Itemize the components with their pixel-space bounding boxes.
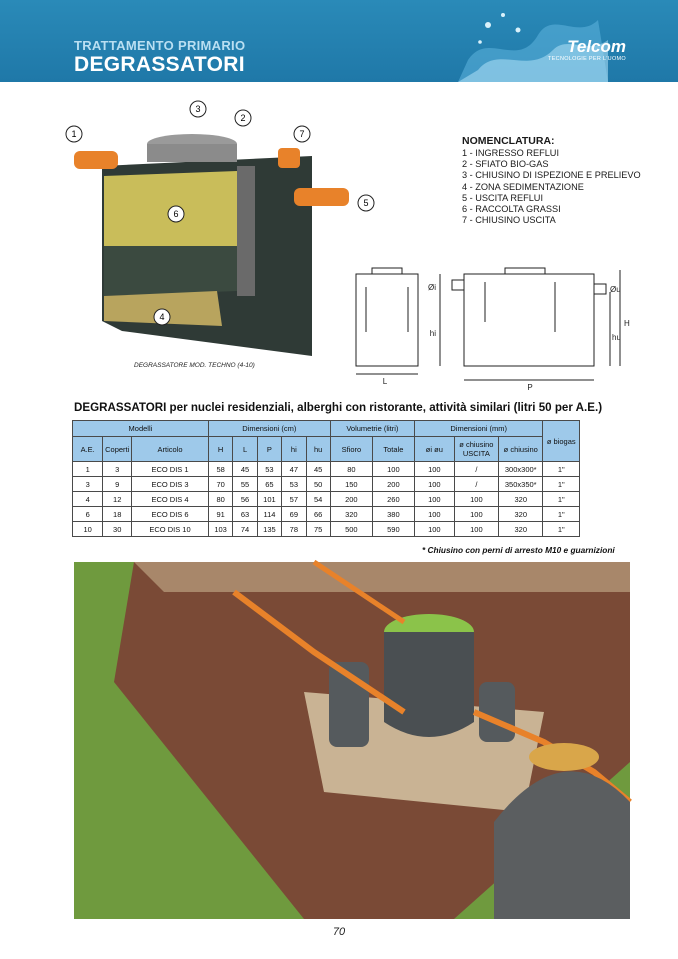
specs-table — [72, 420, 580, 537]
callout-4 — [154, 309, 170, 325]
table-cell: 47 — [282, 462, 306, 477]
column-header: L — [233, 437, 257, 462]
table-cell: 56 — [233, 492, 257, 507]
table-cell: 30 — [103, 522, 132, 537]
table-cell: 74 — [233, 522, 257, 537]
nomenclature-item: 5 - USCITA REFLUI — [462, 192, 543, 203]
page-header — [0, 0, 678, 82]
table-cell: 12 — [103, 492, 132, 507]
table-cell: 101 — [257, 492, 282, 507]
svg-text:3: 3 — [195, 104, 201, 114]
table-cell: 55 — [233, 477, 257, 492]
inlet-pipe — [74, 151, 118, 169]
baffle — [237, 166, 255, 296]
table-row — [73, 507, 580, 522]
installation-illustration — [74, 562, 630, 919]
table-cell: / — [454, 477, 498, 492]
dim-label-p: P — [527, 383, 533, 392]
group-header-biogas: ø biogas — [543, 421, 580, 462]
front-view — [356, 268, 418, 386]
nomenclature-list — [462, 135, 652, 226]
table-cell: 53 — [282, 477, 306, 492]
table-cell: 200 — [330, 492, 372, 507]
table-cell: 320 — [499, 492, 543, 507]
table-row — [73, 492, 580, 507]
callout-6 — [168, 206, 184, 222]
nomenclature-item: 7 - CHIUSINO USCITA — [462, 215, 556, 226]
table-cell: 590 — [372, 522, 414, 537]
table-cell: 80 — [208, 492, 233, 507]
table-cell: 9 — [103, 477, 132, 492]
table-cell: 150 — [330, 477, 372, 492]
callout-2 — [235, 110, 251, 126]
svg-text:2: 2 — [240, 113, 246, 123]
table-cell: 100 — [414, 462, 454, 477]
table-cell: 100 — [372, 462, 414, 477]
table-cell: 320 — [499, 507, 543, 522]
table-cell: 1" — [543, 507, 580, 522]
outlet-inspection-well — [479, 682, 515, 742]
table-cell: 10 — [73, 522, 103, 537]
svg-text:1: 1 — [71, 129, 77, 139]
outlet-pipe — [294, 188, 349, 206]
table-cell: 6 — [73, 507, 103, 522]
group-header-dimensioni-cm: Dimensioni (cm) — [208, 421, 330, 437]
nomenclature-item: 4 - ZONA SEDIMENTAZIONE — [462, 181, 584, 192]
table-cell: 45 — [306, 462, 330, 477]
dim-label-ou: Øu — [610, 285, 621, 294]
table-cell: 1" — [543, 462, 580, 477]
table-cell: ECO DIS 4 — [132, 492, 209, 507]
nomenclature-title: NOMENCLATURA: — [462, 135, 555, 147]
table-cell: / — [454, 462, 498, 477]
column-header: Coperti — [103, 437, 132, 462]
group-header-modelli: Modelli — [73, 421, 209, 437]
column-header: hu — [306, 437, 330, 462]
table-cell: 1" — [543, 492, 580, 507]
footnote: * Chiusino con perni di arresto M10 e guarnizioni — [422, 545, 615, 555]
page-number: 70 — [332, 926, 346, 938]
column-header: ø chiusino — [499, 437, 543, 462]
column-header: Totale — [372, 437, 414, 462]
dimension-drawings — [340, 262, 640, 392]
table-cell: 3 — [103, 462, 132, 477]
logo-tagline: TECNOLOGIE PER L'UOMO — [548, 56, 626, 62]
dim-label-h: H — [624, 319, 630, 328]
table-cell: 75 — [306, 522, 330, 537]
column-header: Sfioro — [330, 437, 372, 462]
table-cell: 91 — [208, 507, 233, 522]
table-cell: 69 — [282, 507, 306, 522]
table-cell: 300x300* — [499, 462, 543, 477]
table-row — [73, 477, 580, 492]
table-group-header-row — [73, 421, 580, 437]
table-cell: ECO DIS 1 — [132, 462, 209, 477]
nomenclature-item: 2 - SFIATO BIO-GAS — [462, 159, 549, 170]
group-header-volumetrie: Volumetrie (litri) — [330, 421, 414, 437]
table-cell: 58 — [208, 462, 233, 477]
water-layer — [104, 246, 237, 296]
nomenclature-item: 1 - INGRESSO REFLUI — [462, 148, 559, 158]
nomenclature-item: 3 - CHIUSINO DI ISPEZIONE E PRELIEVO — [462, 170, 641, 181]
table-cell: 100 — [454, 522, 498, 537]
table-cell: 1" — [543, 477, 580, 492]
column-header: A.E. — [73, 437, 103, 462]
column-header: øi øu — [414, 437, 454, 462]
outlet-cover — [278, 148, 300, 168]
table-cell: 1" — [543, 522, 580, 537]
column-header: ø chiusino USCITA — [454, 437, 498, 462]
table-cell: 53 — [257, 462, 282, 477]
figure-caption: DEGRASSATORE MOD. TECHNO (4-10) — [134, 362, 255, 369]
table-cell: ECO DIS 6 — [132, 507, 209, 522]
column-header: Articolo — [132, 437, 209, 462]
callout-1 — [66, 126, 82, 142]
section-title: DEGRASSATORI per nuclei residenziali, alberghi con ristorante, attività similari (litri 50 per A.E.) — [74, 401, 603, 414]
dim-label-oi: Øi — [428, 283, 436, 292]
header-subtitle: TRATTAMENTO PRIMARIO — [74, 38, 246, 53]
table-cell: 114 — [257, 507, 282, 522]
table-cell: 100 — [454, 492, 498, 507]
table-cell: ECO DIS 3 — [132, 477, 209, 492]
table-cell: 100 — [414, 477, 454, 492]
table-cell: 500 — [330, 522, 372, 537]
table-column-header-row — [73, 437, 580, 462]
svg-text:5: 5 — [363, 198, 369, 208]
table-cell: 380 — [372, 507, 414, 522]
secondary-tank-lid — [529, 743, 599, 771]
table-cell: 100 — [454, 507, 498, 522]
table-cell: 66 — [306, 507, 330, 522]
table-cell: 1 — [73, 462, 103, 477]
table-cell: 57 — [282, 492, 306, 507]
column-header: H — [208, 437, 233, 462]
table-cell: 100 — [414, 492, 454, 507]
table-cell: 45 — [233, 462, 257, 477]
nomenclature-item: 6 - RACCOLTA GRASSI — [462, 204, 561, 215]
table-cell: 4 — [73, 492, 103, 507]
svg-text:7: 7 — [299, 129, 305, 139]
svg-text:6: 6 — [173, 209, 179, 219]
table-cell: 63 — [233, 507, 257, 522]
table-cell: 70 — [208, 477, 233, 492]
table-cell: 100 — [414, 522, 454, 537]
table-row — [73, 522, 580, 537]
svg-text:4: 4 — [159, 312, 165, 322]
dim-label-hi: hi — [429, 329, 436, 338]
callout-3 — [190, 101, 206, 117]
table-cell: ECO DIS 10 — [132, 522, 209, 537]
table-cell: 350x350* — [499, 477, 543, 492]
callout-7 — [294, 126, 310, 142]
table-cell: 103 — [208, 522, 233, 537]
table-cell: 50 — [306, 477, 330, 492]
dim-label-hu: hu — [612, 333, 621, 342]
table-cell: 260 — [372, 492, 414, 507]
group-header-dimensioni-mm: Dimensioni (mm) — [414, 421, 543, 437]
table-cell: 200 — [372, 477, 414, 492]
column-header: P — [257, 437, 282, 462]
dim-label-l: L — [382, 377, 388, 386]
table-cell: 65 — [257, 477, 282, 492]
table-cell: 54 — [306, 492, 330, 507]
side-view — [428, 268, 630, 392]
table-cell: 80 — [330, 462, 372, 477]
grease-trap-tank — [384, 632, 474, 737]
callout-5 — [358, 195, 374, 211]
grease-trap-cutaway-illustration — [62, 96, 369, 376]
table-cell: 100 — [414, 507, 454, 522]
table-cell: 78 — [282, 522, 306, 537]
table-cell: 320 — [499, 522, 543, 537]
pit-edge — [134, 562, 630, 592]
table-row — [73, 462, 580, 477]
table-cell: 135 — [257, 522, 282, 537]
table-cell: 3 — [73, 477, 103, 492]
table-cell: 18 — [103, 507, 132, 522]
header-title: DEGRASSATORI — [74, 53, 245, 76]
company-logo: Telcom — [567, 37, 626, 56]
inspection-neck — [147, 144, 237, 162]
column-header: hi — [282, 437, 306, 462]
table-cell: 320 — [330, 507, 372, 522]
